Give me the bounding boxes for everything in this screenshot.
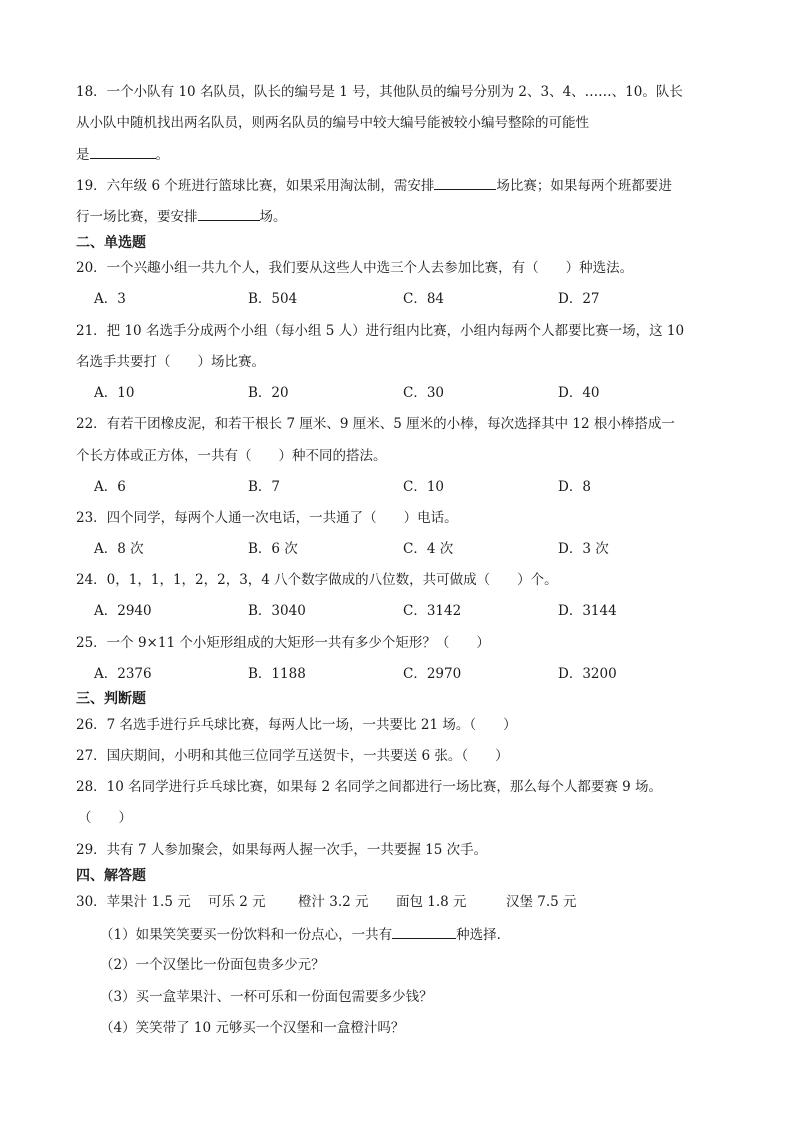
q24-option-c[interactable]: C．3142 <box>403 603 462 619</box>
q19-line-1-suffix: 场比赛；如果每两个班都要进 <box>496 178 672 194</box>
section-heading-judgement: 三、判断题 <box>76 691 146 707</box>
q24-option-b[interactable]: B．3040 <box>248 603 306 619</box>
section-heading-single-choice: 二、单选题 <box>76 235 146 251</box>
q25-option-a[interactable]: A．2376 <box>94 666 152 682</box>
q30-sub-1-prefix: （1）如果笑笑要买一份饮料和一份点心，一共有 <box>100 927 393 943</box>
q23-stem: 23．四个同学，每两个人通一次电话，一共通了（ ）电话。 <box>76 510 458 526</box>
q25-stem: 25．一个 9×11 个小矩形组成的大矩形一共有多少个矩形？（ ） <box>76 635 490 651</box>
q23-option-a[interactable]: A．8 次 <box>94 541 144 557</box>
q26-statement: 26．7 名选手进行乒乓球比赛，每两人比一场，一共要比 21 场。（ ） <box>76 717 517 733</box>
q18-line-3-suffix: 。 <box>155 147 169 163</box>
q22-line-1: 22．有若干团橡皮泥，和若干根长 7 厘米、9 厘米、5 厘米的小棒，每次选择其中 12 根小棒搭成一 <box>76 416 675 432</box>
q30-price-cola: 可乐 2 元 <box>208 894 266 910</box>
q19-line-1-prefix: 19．六年级 6 个班进行篮球比赛，如果采用淘汰制，需安排 <box>76 178 435 194</box>
q28-line-1: 28．10 名同学进行乒乓球比赛，如果每 2 名同学之间都进行一场比赛，那么每个人都要赛 9 场。 <box>76 779 662 795</box>
q18-line-2: 从小队中随机找出两名队员，则两名队员的编号中较大编号能被较小编号整除的可能性 <box>76 115 589 131</box>
q19-answer-blank-2[interactable] <box>198 206 260 221</box>
q19-line-2 <box>76 206 287 227</box>
q22-option-b[interactable]: B．7 <box>248 479 281 495</box>
q18-line-3-prefix: 是 <box>76 147 90 163</box>
q22-option-c[interactable]: C．10 <box>403 479 445 495</box>
q18-line-1: 18．一个小队有 10 名队员，队长的编号是 1 号，其他队员的编号分别为 2、3、4、……、10。队长 <box>76 84 683 100</box>
q19-answer-blank-1[interactable] <box>434 175 496 190</box>
q18-answer-blank[interactable] <box>90 144 156 159</box>
q22-option-a[interactable]: A．6 <box>94 479 126 495</box>
q23-option-c[interactable]: C．4 次 <box>403 541 454 557</box>
q24-stem: 24．0，1，1，1，2，2，3，4 八个数字做成的八位数，共可做成（ ）个。 <box>76 572 558 588</box>
q29-statement: 29．共有 7 人参加聚会，如果每两人握一次手，一共要握 15 次手。 <box>76 842 488 858</box>
q21-option-c[interactable]: C．30 <box>403 385 445 401</box>
q30-sub-1 <box>100 924 510 945</box>
q30-sub-2: （2）一个汉堡比一份面包贵多少元？ <box>100 957 325 973</box>
q19-line-2-prefix: 行一场比赛，要安排 <box>76 209 198 225</box>
q25-option-c[interactable]: C．2970 <box>403 666 462 682</box>
section-heading-answer: 四、解答题 <box>76 868 146 884</box>
q25-option-b[interactable]: B．1188 <box>248 666 306 682</box>
q21-option-a[interactable]: A．10 <box>94 385 135 401</box>
q20-stem: 20．一个兴趣小组一共九个人，我们要从这些人中选三个人去参加比赛，有（ ）种选法。 <box>76 260 634 276</box>
q30-sub-3: （3）买一盒苹果汁、一杯可乐和一份面包需要多少钱？ <box>100 989 433 1005</box>
q30-price-apple-juice: 30．苹果汁 1.5 元 <box>76 894 191 910</box>
q28-answer-brackets[interactable]: （ ） <box>78 810 132 826</box>
q30-price-burger: 汉堡 7.5 元 <box>506 894 577 910</box>
q21-line-2: 名选手共要打（ ）场比赛。 <box>76 354 265 370</box>
q30-sub-1-answer-blank[interactable] <box>392 924 456 939</box>
q27-statement: 27．国庆期间，小明和其他三位同学互送贺卡，一共要送 6 张。（ ） <box>76 748 509 764</box>
q20-option-b[interactable]: B．504 <box>248 291 298 307</box>
q22-line-2: 个长方体或正方体，一共有（ ）种不同的搭法。 <box>76 448 387 464</box>
q19-line-2-suffix: 场。 <box>259 209 287 225</box>
q20-option-a[interactable]: A．3 <box>94 291 126 307</box>
q22-option-d[interactable]: D．8 <box>558 479 591 495</box>
q19-line-1 <box>76 175 672 196</box>
q21-option-b[interactable]: B．20 <box>248 385 289 401</box>
q30-price-bread: 面包 1.8 元 <box>396 894 467 910</box>
q18-line-3 <box>76 144 169 165</box>
q20-option-d[interactable]: D．27 <box>558 291 600 307</box>
q30-sub-4: （4）笑笑带了 10 元够买一个汉堡和一盒橙汁吗？ <box>100 1020 405 1036</box>
q21-line-1: 21．把 10 名选手分成两个小组（每小组 5 人）进行组内比赛，小组内每两个人都要比赛一场，这 10 <box>76 323 685 339</box>
q23-option-b[interactable]: B．6 次 <box>248 541 298 557</box>
q24-option-a[interactable]: A．2940 <box>94 603 152 619</box>
q30-sub-1-suffix: 种选择． <box>456 927 511 943</box>
q23-option-d[interactable]: D．3 次 <box>558 541 609 557</box>
q24-option-d[interactable]: D．3144 <box>558 603 617 619</box>
q30-price-orange-juice: 橙汁 3.2 元 <box>298 894 369 910</box>
q25-option-d[interactable]: D．3200 <box>558 666 617 682</box>
q20-option-c[interactable]: C．84 <box>403 291 445 307</box>
q21-option-d[interactable]: D．40 <box>558 385 600 401</box>
